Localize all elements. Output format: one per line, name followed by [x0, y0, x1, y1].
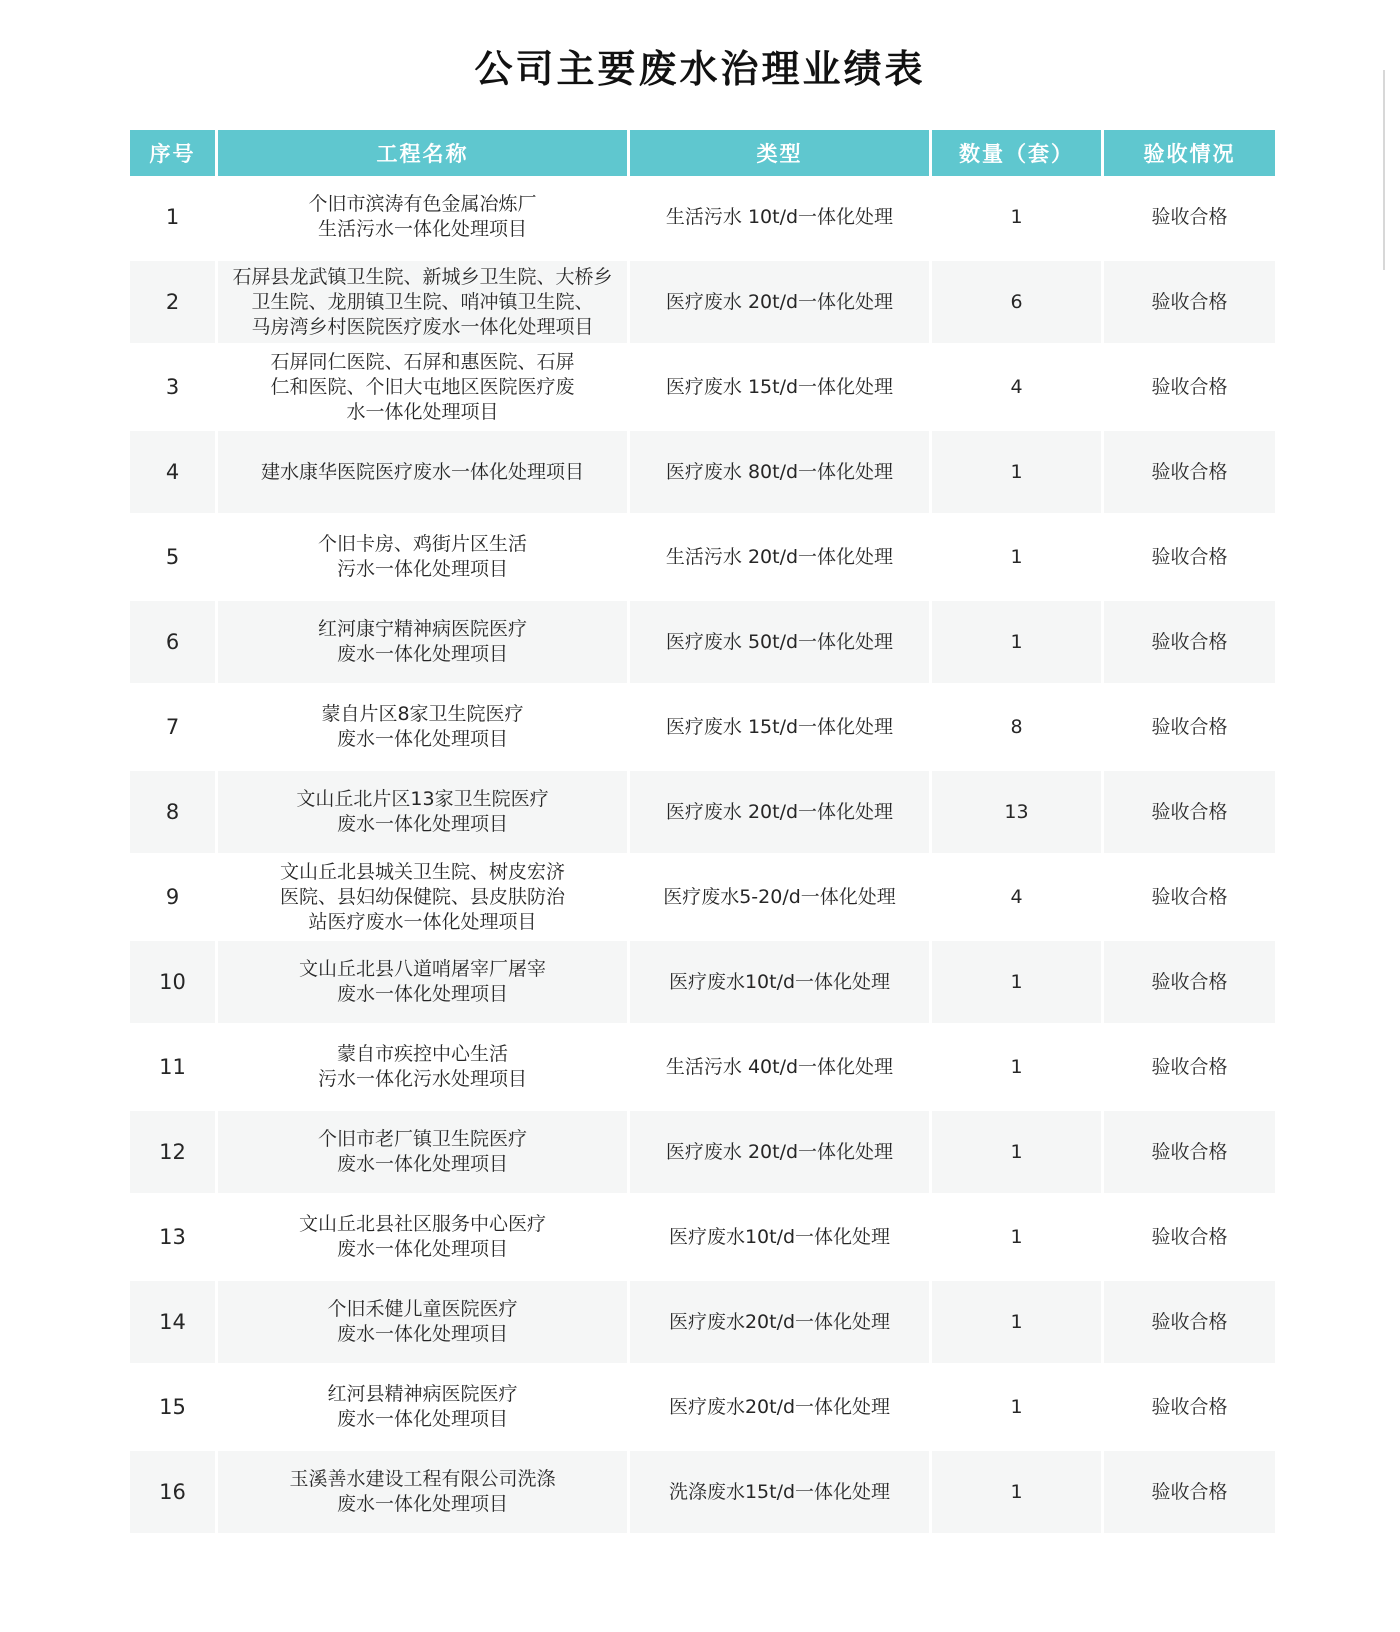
cell-name	[218, 856, 630, 938]
cell-acceptance: 验收合格	[1151, 800, 1228, 823]
cell-name	[218, 1366, 630, 1448]
project-name-text: 红河县精神病医院医疗 废水一体化处理项目	[327, 1383, 518, 1430]
header-name: 工程名称	[218, 130, 630, 176]
cell-type: 医疗废水 15t/d一体化处理	[630, 686, 932, 768]
cell-type: 生活污水 40t/d一体化处理	[630, 1026, 932, 1108]
performance-table	[130, 130, 1275, 1536]
project-name-text: 个旧禾健儿童医院医疗 废水一体化处理项目	[327, 1298, 518, 1345]
cell-name	[218, 1111, 630, 1193]
cell-acceptance: 验收合格	[1151, 375, 1228, 398]
cell-name	[218, 346, 630, 428]
cell-type: 医疗废水10t/d一体化处理	[630, 941, 932, 1023]
cell-no: 11	[130, 1026, 218, 1108]
cell-no: 13	[130, 1196, 218, 1278]
table-row	[130, 1451, 1275, 1536]
cell-no: 10	[130, 941, 218, 1023]
cell-type: 医疗废水 80t/d一体化处理	[630, 431, 932, 513]
cell-type: 医疗废水5-20/d一体化处理	[630, 856, 932, 938]
table-row	[130, 431, 1275, 516]
cell-qty: 1	[932, 431, 1104, 513]
project-name-text: 文山丘北县社区服务中心医疗 废水一体化处理项目	[298, 1213, 546, 1260]
project-name-text: 文山丘北县城关卫生院、树皮宏济 医院、县妇幼保健院、县皮肤防治 站医疗废水一体化处理项目	[279, 860, 565, 933]
cell-no: 3	[130, 346, 218, 428]
project-name-text: 红河康宁精神病医院医疗 废水一体化处理项目	[317, 618, 527, 665]
cell-name	[218, 601, 630, 683]
cell-acceptance: 验收合格	[1151, 1140, 1228, 1163]
cell-acceptance: 验收合格	[1151, 1395, 1228, 1418]
cell-type: 医疗废水20t/d一体化处理	[630, 1281, 932, 1363]
cell-acceptance: 验收合格	[1151, 1055, 1228, 1078]
cell-name	[218, 1281, 630, 1363]
table-row	[130, 261, 1275, 346]
table-row	[130, 1111, 1275, 1196]
cell-type: 医疗废水 15t/d一体化处理	[630, 346, 932, 428]
cell-no: 9	[130, 856, 218, 938]
cell-qty: 1	[932, 176, 1104, 258]
cell-no: 7	[130, 686, 218, 768]
table-row	[130, 516, 1275, 601]
header-type: 类型	[630, 130, 932, 176]
cell-type: 医疗废水 50t/d一体化处理	[630, 601, 932, 683]
cell-no: 6	[130, 601, 218, 683]
cell-qty: 4	[932, 856, 1104, 938]
cell-acceptance: 验收合格	[1151, 205, 1228, 228]
table-header	[130, 130, 1275, 176]
cell-acceptance: 验收合格	[1151, 715, 1228, 738]
cell-acceptance: 验收合格	[1151, 885, 1228, 908]
project-name-text: 玉溪善水建设工程有限公司洗涤 废水一体化处理项目	[289, 1468, 556, 1515]
cell-name	[218, 176, 630, 258]
cell-acceptance: 验收合格	[1151, 290, 1228, 313]
cell-qty: 1	[932, 1196, 1104, 1278]
cell-no: 4	[130, 431, 218, 513]
header-qty: 数量（套）	[932, 130, 1104, 176]
header-no: 序号	[130, 130, 218, 176]
table-body	[130, 176, 1275, 1536]
project-name-text: 个旧市滨涛有色金属冶炼厂 生活污水一体化处理项目	[308, 193, 537, 240]
cell-type: 医疗废水20t/d一体化处理	[630, 1366, 932, 1448]
table-row	[130, 1026, 1275, 1111]
project-name-text: 蒙自市疾控中心生活 污水一体化污水处理项目	[317, 1043, 527, 1090]
cell-no: 14	[130, 1281, 218, 1363]
cell-name	[218, 1196, 630, 1278]
cell-type: 医疗废水 20t/d一体化处理	[630, 771, 932, 853]
cell-name	[218, 941, 630, 1023]
cell-type: 医疗废水10t/d一体化处理	[630, 1196, 932, 1278]
scan-edge-line	[1383, 70, 1385, 270]
page-title: 公司主要废水治理业绩表	[474, 47, 926, 91]
cell-qty: 1	[932, 1281, 1104, 1363]
table-row	[130, 176, 1275, 261]
project-name-text: 文山丘北片区13家卫生院医疗 废水一体化处理项目	[296, 788, 549, 835]
cell-qty: 1	[932, 1451, 1104, 1533]
cell-type: 医疗废水 20t/d一体化处理	[630, 261, 932, 343]
header-acceptance: 验收情况	[1143, 142, 1236, 166]
project-name-text: 石屏同仁医院、石屏和惠医院、石屏 仁和医院、个旧大屯地区医院医疗废 水一体化处理项目	[270, 350, 575, 423]
cell-type: 生活污水 10t/d一体化处理	[630, 176, 932, 258]
cell-no: 5	[130, 516, 218, 598]
cell-qty: 13	[932, 771, 1104, 853]
cell-qty: 1	[932, 601, 1104, 683]
project-name-text: 个旧卡房、鸡街片区生活 污水一体化处理项目	[317, 533, 527, 580]
project-name-text: 文山丘北县八道哨屠宰厂屠宰 废水一体化处理项目	[298, 958, 546, 1005]
project-name-text: 个旧市老厂镇卫生院医疗 废水一体化处理项目	[317, 1128, 527, 1175]
cell-name	[218, 431, 630, 513]
cell-qty: 6	[932, 261, 1104, 343]
cell-name	[218, 516, 630, 598]
cell-acceptance: 验收合格	[1151, 1480, 1228, 1503]
cell-name	[218, 686, 630, 768]
project-name-text: 建水康华医院医疗废水一体化处理项目	[260, 460, 584, 483]
cell-type: 医疗废水 20t/d一体化处理	[630, 1111, 932, 1193]
cell-name	[218, 261, 630, 343]
cell-acceptance: 验收合格	[1151, 630, 1228, 653]
cell-qty: 1	[932, 516, 1104, 598]
table-row	[130, 856, 1275, 941]
cell-acceptance: 验收合格	[1151, 460, 1228, 483]
cell-no: 16	[130, 1451, 218, 1533]
table-row	[130, 601, 1275, 686]
cell-qty: 1	[932, 941, 1104, 1023]
cell-qty: 1	[932, 1111, 1104, 1193]
cell-name	[218, 1026, 630, 1108]
table-row	[130, 1196, 1275, 1281]
cell-name	[218, 771, 630, 853]
cell-acceptance: 验收合格	[1151, 1225, 1228, 1248]
cell-type: 生活污水 20t/d一体化处理	[630, 516, 932, 598]
project-name-text: 蒙自片区8家卫生院医疗 废水一体化处理项目	[321, 703, 524, 750]
cell-no: 12	[130, 1111, 218, 1193]
table-row	[130, 346, 1275, 431]
cell-qty: 8	[932, 686, 1104, 768]
cell-acceptance: 验收合格	[1151, 545, 1228, 568]
project-name-text: 石屏县龙武镇卫生院、新城乡卫生院、大桥乡 卫生院、龙朋镇卫生院、哨冲镇卫生院、 马房湾乡村医院医疗废水一体化处理项目	[232, 265, 613, 338]
cell-acceptance: 验收合格	[1151, 970, 1228, 993]
table-row	[130, 941, 1275, 1026]
cell-no: 15	[130, 1366, 218, 1448]
table-row	[130, 771, 1275, 856]
table-row	[130, 1281, 1275, 1366]
table-row	[130, 1366, 1275, 1451]
cell-acceptance: 验收合格	[1151, 1310, 1228, 1333]
cell-name	[218, 1451, 630, 1533]
cell-type: 洗涤废水15t/d一体化处理	[630, 1451, 932, 1533]
cell-no: 8	[130, 771, 218, 853]
cell-qty: 1	[932, 1026, 1104, 1108]
cell-qty: 1	[932, 1366, 1104, 1448]
cell-no: 2	[130, 261, 218, 343]
cell-qty: 4	[932, 346, 1104, 428]
table-row	[130, 686, 1275, 771]
cell-no: 1	[130, 176, 218, 258]
